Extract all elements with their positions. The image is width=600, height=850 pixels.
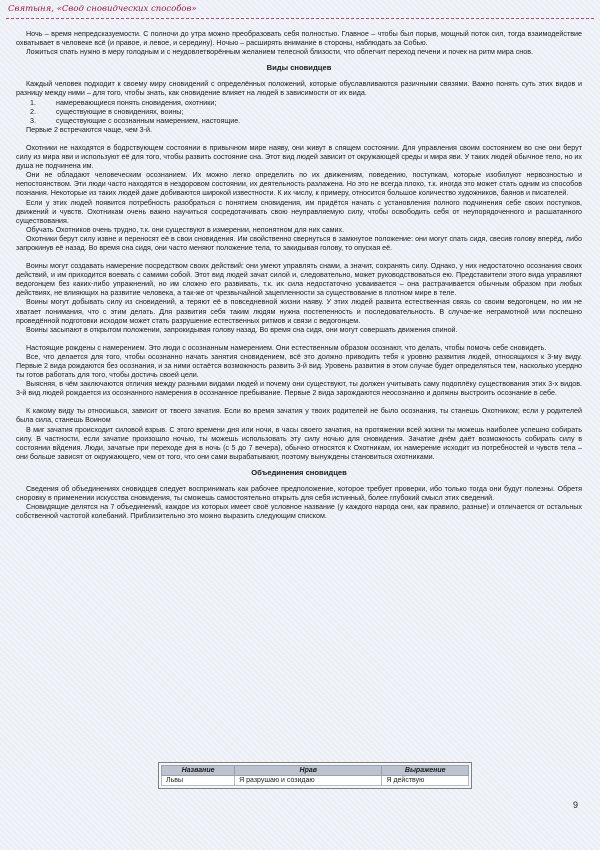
table-cell: Я действую [382, 776, 469, 786]
table-cell: Львы [162, 776, 235, 786]
section-title: Виды сновидцев [266, 63, 332, 73]
table-header-cell: Нрав [235, 766, 382, 776]
unions-table-container [158, 762, 472, 789]
dreamer-types-list [16, 99, 582, 126]
unions-table [161, 765, 469, 786]
header-divider [6, 18, 594, 19]
paragraph: Если у этих людей появится потребность разобраться с понятием сновидения, им придётся начать с установления полного подчинения себе своих поступков, движений и чувств. Охотникам очень важно научиться сосредотачивать свою неуправляемую силу, чтобы освободить себя от неупорядоченного и расшатанного существования. [16, 198, 582, 225]
paragraph: Все, что делается для того, чтобы осознанно начать занятия сновидением, всё это должно приводить тебя к уровню развития людей, относящихся к 3-му виду. Первые 2 вида рождаются без осознания, и за ними остаётся возможность развить 3-й вид. Уровень развития в этом случае будет определяться тем, насколько усердно ты готов работать для того, чтобы достичь своей цели. [16, 352, 582, 380]
running-header: Святыня, «Свод сновидческих способов» [8, 4, 197, 14]
document-body [16, 30, 582, 521]
paragraph: Охотники берут силу извне и переносят её в свои сновидения. Им свойственно свернуться в замкнутое положение: они могут спать сидя, свесив голову вперёд, либо запрокинув её назад. Во время сна сидя, они часто меняют положение тела, то закидывая голову, то опуская её. [16, 234, 582, 252]
paragraph: Обучать Охотников очень трудно, т.к. они существуют в измерении, непонятном для них самих. [26, 225, 345, 234]
paragraph: Выясняя, в чём заключаются отличия между разными видами людей и почему они существуют, ты должен учитывать саму подоплёку существования этих 3-х видов. 3-й вид людей рождается из осознанного намерения в осознанное пребывание. Первые 2 вида зарождаются неосознанно и должны выстроить осознание в себе. [16, 380, 582, 398]
intro-paragraph: Ночь – время непредсказуемости. С полночи до утра можно преобразовать себя полностью. Главное – чтобы был порыв, мощный поток сил, тогда взаимодействие охватывает в человеке всё (и правое, и левое, и середину). Ночью – расширять внимание в стороны, наблюдать за Собью. [16, 30, 582, 48]
table-header-row [162, 766, 469, 776]
section-title: Объединения сновидцев [251, 467, 347, 477]
table-row [162, 776, 469, 786]
paragraph: Первые 2 встречаются чаще, чем 3-й. [26, 125, 153, 134]
paragraph: Воины засыпают в открытом положении, запрокидывая голову назад. Во время сна сидя, они могут совершать движения спиной. [26, 325, 458, 334]
paragraph: Они не обладают человеческим осознанием. Их можно легко определить по их движениям, поведению, поступкам, которые изобилуют нервозностью и непостоянством. Эти люди часто находятся в нездоровом состоянии, их деятельность разлажена. Но это не всегда плохо, т.к. иногда это может стать одним из способов познания. Некоторые из таких людей даже добиваются широкой известности. К их числу, к примеру, относится большое количество художников, баянов и писателей. [16, 171, 582, 198]
table-header-cell: Выражение [382, 766, 469, 776]
paragraph: Настоящие рождены с намерением. Это люди с осознанным намерением. Они естественным образом осознают, что делать, чтобы помочь себе сновидеть. [26, 343, 547, 352]
paragraph: Охотники не находятся в бодрствующем состоянии в привычном мире наяву, они живут в спящем состоянии. Для управления своим состоянием во сне они берут силу из мира яви и используют её для того, чтобы развить состояние сна. Этот вид людей зависит от окружающей среды и мира яви. У таких людей обычное тело, но их душа не подчинена им. [16, 143, 582, 171]
paragraph: Воины могут создавать намерение посредством своих действий: они умеют управлять снами, а значит, сохранять силу. Однако, у них недостаточно осознания своих действий, и им приходится воевать с самими собой. Этот вид людей зачат силой и, следовательно, может руководствоваться ею. Представители этого вида управляют ведогонцем без каких-либо упражнений, но им сложно его развивать, т.к. их сила недостаточно усваивается – она растрачивается обычным образом при любых действиях, не влияющих на развитие человека, а так-же от чрезвычайной зацепленности за существование в плотном мире в теле. [16, 262, 582, 298]
paragraph: Сведения об объединениях сновидцев следует воспринимать как рабочее предположение, которое требует проверки, ибо только тогда они будут полезны. Обретя сноровку в применении искусства сновидения, ты сможешь самостоятельно открыть для себя истинный, более глубокий смысл этих сведений. [16, 485, 582, 503]
intro-paragraph: Ложиться спать нужно в меру голодным и с неудовлетворённым желанием телесной близости, что облегчит переход печени и почек на ритм мира снов. [26, 48, 533, 57]
list-item: 1. намеревающиеся понять сновидения, охотники; [38, 99, 582, 108]
table-cell: Я разрушаю и созидаю [235, 776, 382, 786]
paragraph: Воины могут добывать силу из сновидений, а теряют её в повседневной жизни наяву. У этих людей развита естественная связь со своим ведогонцем, но им не хватает понимания, что с этим делать. Для развития себя таким людям нужна постепенность и последовательность. В случае-же неграмотной или поспешно проведённой подготовки исходом может стать разрушение естественных ритмов и связи с ведогонцем. [16, 298, 582, 325]
paragraph: К какому виду ты относишься, зависит от твоего зачатия. Если во время зачатия у твоих родителей не было осознания, ты станешь Охотником; если у родителей была сила, станешь Воином [16, 407, 582, 425]
paragraph: Каждый человек подходит к своему миру сновидений с определённых положений, которые обуславливаются разичными связями. Важно понять суть этих видов и разницу между ними – для того, чтобы знать, как сновидение влияет на людей в зависимости от их вида. [16, 80, 582, 98]
list-item: 2. существующие в сновидениях, воины; [38, 108, 582, 117]
page-number: 9 [572, 800, 578, 810]
table-header-cell: Название [162, 766, 235, 776]
list-item: 3. существующие с осознанным намерением, настоящие. [38, 117, 582, 126]
paragraph: Сновидящие делятся на 7 объединений, каждое из которых имеет своё условное название (у каждого народа они, как правило, разные) и отличается от остальных собственной частотой колебаний. Приблизительно это можно выразить следующим списком. [16, 503, 582, 521]
paragraph: В миг зачатия происходит силовой взрыв. С этого времени дня или ночи, в часы своего зачатия, на протяжении всей жизни ты можешь наиболее успешно собирать силу. В частности, если зачатие произошло ночью, ты можешь использовать эту силу ночью для сновидения. Зачатие днём даёт возможность собирать силу в состоянии вйдения. Люди, зачатые при переходе дня в ночь (с 5 до 7 вечера), обычно относятся к Охотникам, их намерение исходит из потребностей и чувств тела – они больше зависят от окружающего, чем от того, что они сами вырабатывают, поэтому вынуждены становиться охотниками. [16, 425, 582, 461]
